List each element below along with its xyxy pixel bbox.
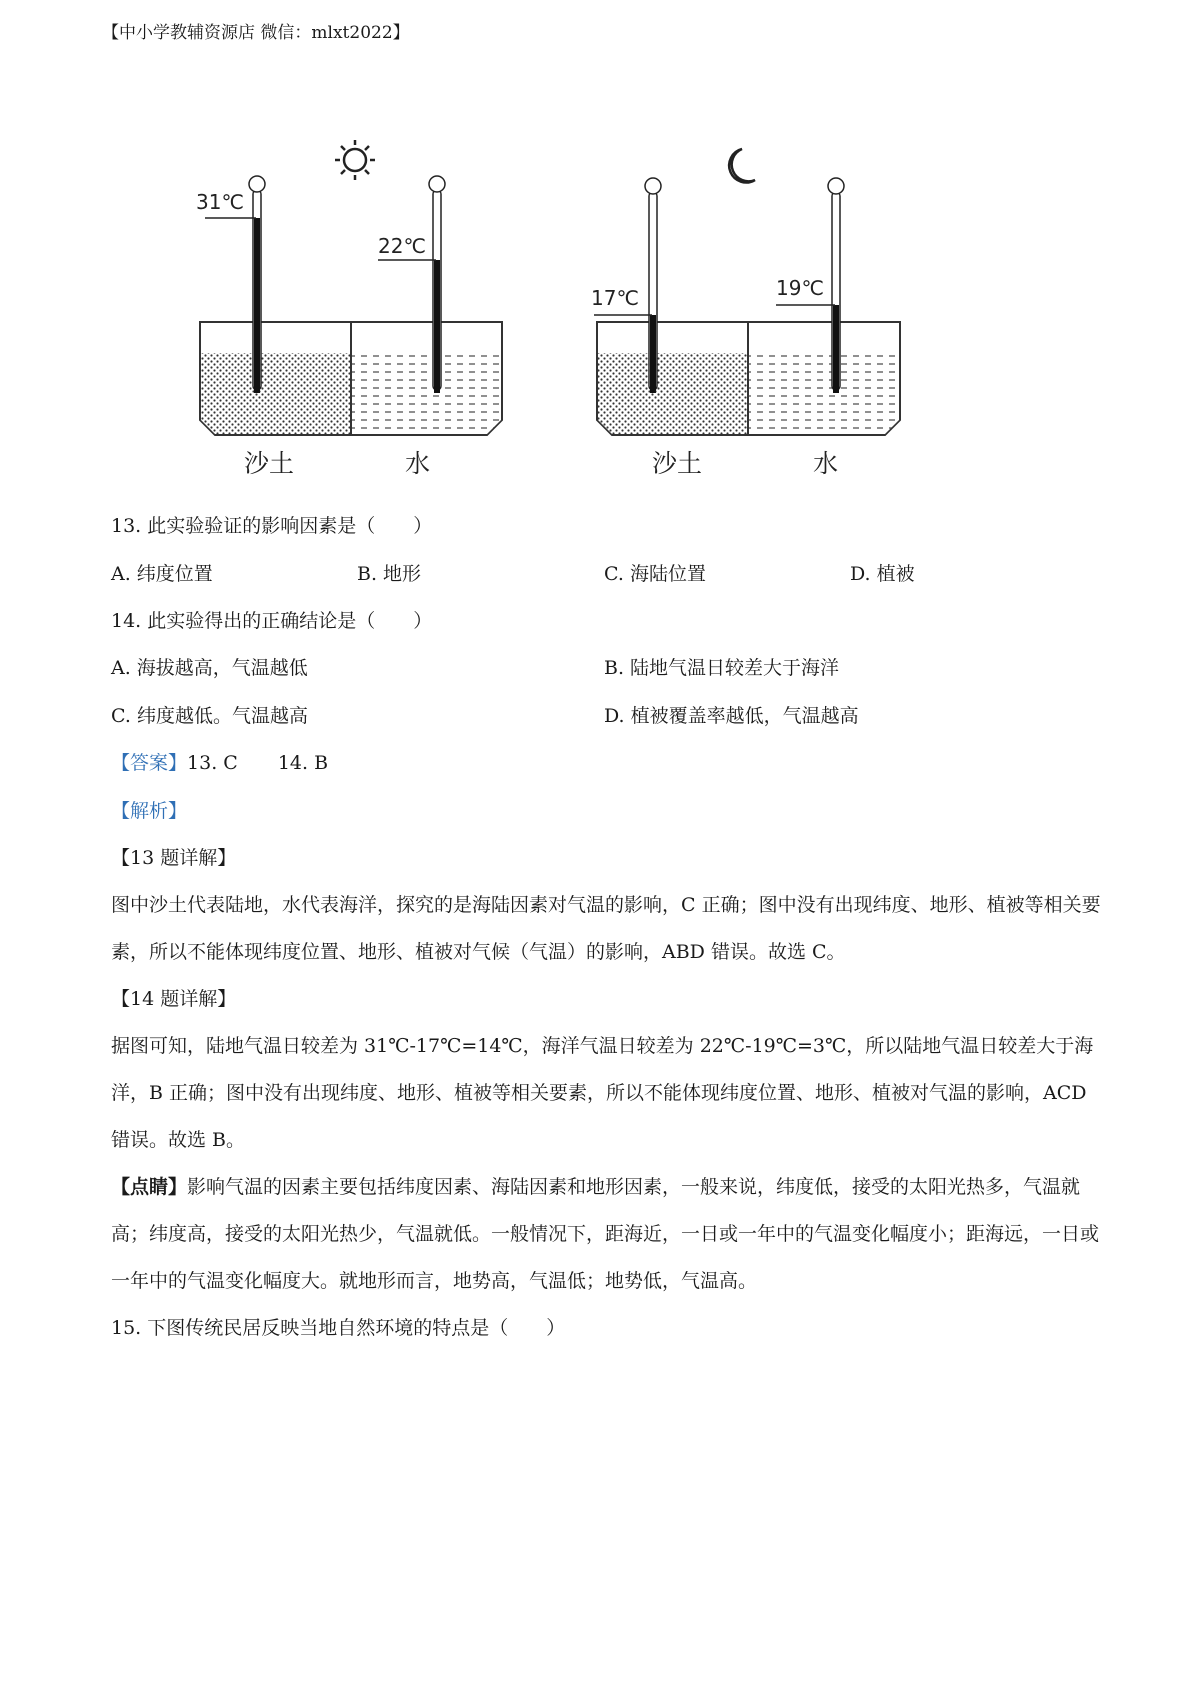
day-water-fill bbox=[352, 353, 501, 434]
answer-line bbox=[111, 751, 328, 775]
tip-text: 影响气温的因素主要包括纬度因素、海陆因素和地形因素，一般来说，纬度低，接受的太阳光热多，气温就高；纬度高，接受的太阳光热少，气温就低。一般情况下，距海近，一日或一年中的气温变化幅度小；距海远，一日或一年中的气温变化幅度大。就地形而言，地势高，气温低；地势低，气温高。 bbox=[111, 1176, 1100, 1292]
night-sand-label: 沙土 bbox=[652, 449, 703, 478]
detail13-text: 图中沙土代表陆地，水代表海洋，探究的是海陆因素对气温的影响，C 正确；图中没有出现纬度、地形、植被等相关要素，所以不能体现纬度位置、地形、植被对气候（气温）的影响，ABD 错误。故选 C。 bbox=[111, 894, 1101, 963]
q13-option-d: D. 植被 bbox=[850, 563, 915, 585]
day-sand-fill bbox=[201, 353, 350, 434]
q13-option-b: B. 地形 bbox=[357, 563, 422, 585]
answer-13: 13. C bbox=[187, 752, 238, 774]
detail13-title: 【13 题详解】 bbox=[111, 847, 237, 869]
detail14-text: 据图可知，陆地气温日较差为 31℃-17℃=14℃，海洋气温日较差为 22℃-19℃=3℃，所以陆地气温日较差大于海洋，B 正确；图中没有出现纬度、地形、植被等相关要素，所以不能体现纬度位置、地形、植被对气温的影响，ACD 错误。故选 B。 bbox=[111, 1035, 1094, 1151]
moon-icon bbox=[729, 149, 755, 182]
tip-label: 【点睛】 bbox=[111, 1176, 188, 1198]
answer-14: 14. B bbox=[277, 752, 329, 774]
q14-stem: 14. 此实验得出的正确结论是（ ） bbox=[111, 610, 433, 632]
q14-option-b: B. 陆地气温日较差大于海洋 bbox=[604, 657, 840, 679]
analysis-label: 【解析】 bbox=[111, 800, 188, 822]
night-water-temp: 19℃ bbox=[776, 276, 824, 300]
experiment-figure bbox=[0, 120, 1200, 500]
night-water-fill bbox=[749, 353, 899, 434]
q13-option-a: A. 纬度位置 bbox=[111, 563, 213, 585]
q14-option-d: D. 植被覆盖率越低，气温越高 bbox=[604, 705, 859, 727]
night-water-label: 水 bbox=[813, 449, 839, 478]
q13-stem: 13. 此实验验证的影响因素是（ ） bbox=[111, 515, 433, 537]
answer-label: 【答案】 bbox=[111, 752, 188, 774]
day-water-label: 水 bbox=[405, 449, 431, 478]
q14-option-c: C. 纬度越低。气温越高 bbox=[111, 705, 308, 727]
sun-icon bbox=[335, 140, 375, 180]
night-sand-fill bbox=[598, 353, 747, 434]
night-panel bbox=[591, 149, 900, 478]
q15-stem: 15. 下图传统民居反映当地自然环境的特点是（ ） bbox=[111, 1317, 566, 1339]
detail14-title: 【14 题详解】 bbox=[111, 988, 237, 1010]
q13-option-c: C. 海陆位置 bbox=[604, 563, 706, 585]
tip-paragraph bbox=[111, 1164, 1101, 1305]
day-sand-temp: 31℃ bbox=[196, 190, 244, 214]
day-sand-label: 沙土 bbox=[244, 449, 295, 478]
day-water-temp: 22℃ bbox=[378, 234, 426, 258]
night-sand-temp: 17℃ bbox=[591, 286, 639, 310]
page-header: 【中小学教辅资源店 微信：mlxt2022】 bbox=[102, 23, 410, 43]
q14-option-a: A. 海拔越高，气温越低 bbox=[111, 657, 308, 679]
day-panel bbox=[196, 140, 502, 478]
